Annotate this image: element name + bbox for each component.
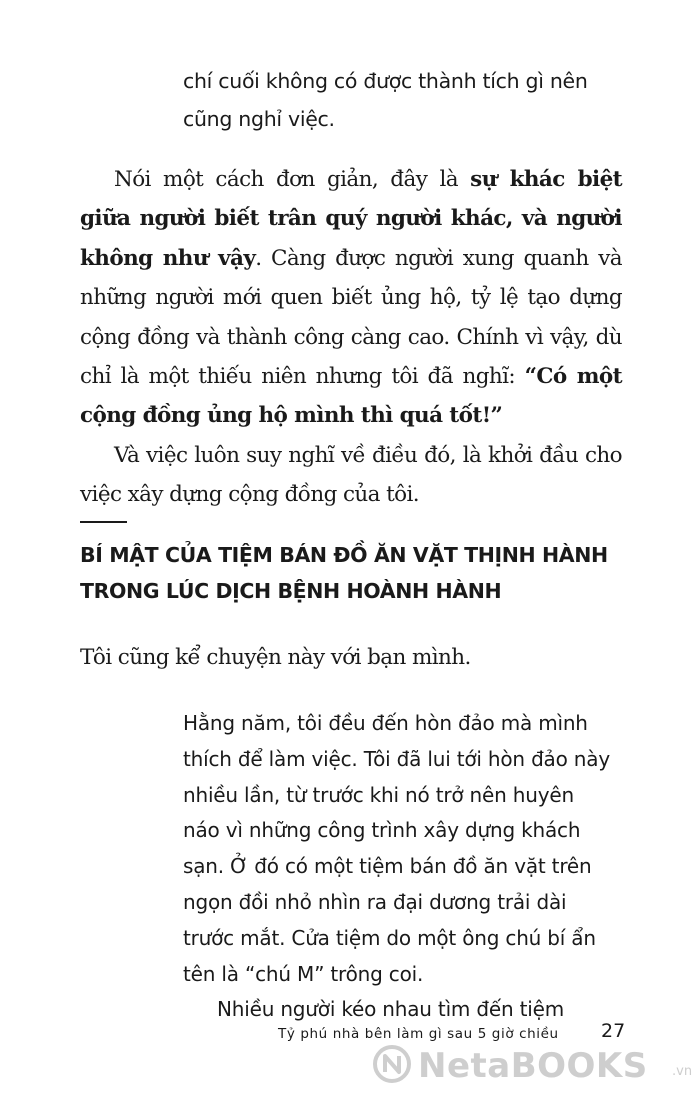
quote-excerpt-top [183, 62, 623, 138]
quote-line: trước mắt. Cửa tiệm do một ông chú bí ẩn [183, 925, 596, 950]
watermark-suffix: .vn [672, 1064, 693, 1079]
watermark-brand: NetaBOOKS [418, 1046, 648, 1086]
quote-line: cũng nghỉ việc. [183, 107, 335, 131]
bold-run: sự khác biệt giữa người biết trân quý người khác, và người không như vậy [80, 167, 622, 271]
text-run: Nói một cách đơn giản, đây là [114, 167, 471, 192]
section-heading [80, 537, 640, 609]
running-title: Tỷ phú nhà bên làm gì sau 5 giờ chiều [278, 1026, 559, 1042]
page-number: 27 [601, 1020, 626, 1042]
quote-line: ngọn đồi nhỏ nhìn ra đại dương trải dài [183, 889, 567, 914]
quote-line: nhiều lần, từ trước khi nó trở nên huyên [183, 782, 574, 807]
quote-line: sạn. Ở đó có một tiệm bán đồ ăn vặt trên [183, 854, 592, 879]
section-divider [80, 521, 127, 523]
quote-line: tên là “chú M” trông coi. [183, 961, 424, 986]
quote-line: thích để làm việc. Tôi đã lui tới hòn đảo này [183, 746, 610, 771]
quote-line: Nhiều người kéo nhau tìm đến tiệm [217, 997, 564, 1022]
quote-line: náo vì những công trình xây dựng khách [183, 818, 581, 843]
body-text [80, 160, 622, 515]
intro-paragraph: Tôi cũng kể chuyện này với bạn mình. [80, 645, 471, 670]
netabooks-logo-icon [372, 1044, 412, 1084]
heading-line: TRONG LÚC DỊCH BỆNH HOÀNH HÀNH [80, 579, 502, 603]
paragraph [80, 160, 622, 436]
quote-line: Hằng năm, tôi đều đến hòn đảo mà mình [183, 711, 588, 735]
paragraph: Và việc luôn suy nghĩ về điều đó, là khởi đầu cho việc xây dựng cộng đồng của tôi. [80, 442, 622, 508]
bold-run: “Có một cộng đồng ủng hộ mình thì quá tốt!” [80, 364, 623, 429]
text-run: . Càng được người xung quanh và những người mới quen biết ủng hộ, tỷ lệ tạo dựng cộng đồng và thành công càng cao. Chính vì vậy, dù chỉ là một thiếu niên nhưng tôi đã nghĩ: [80, 245, 622, 390]
quote-excerpt [183, 706, 623, 1028]
quote-line: chí cuối không có được thành tích gì nên [183, 69, 588, 93]
heading-line: BÍ MẬT CỦA TIỆM BÁN ĐỒ ĂN VẶT THỊNH HÀNH [80, 543, 608, 567]
